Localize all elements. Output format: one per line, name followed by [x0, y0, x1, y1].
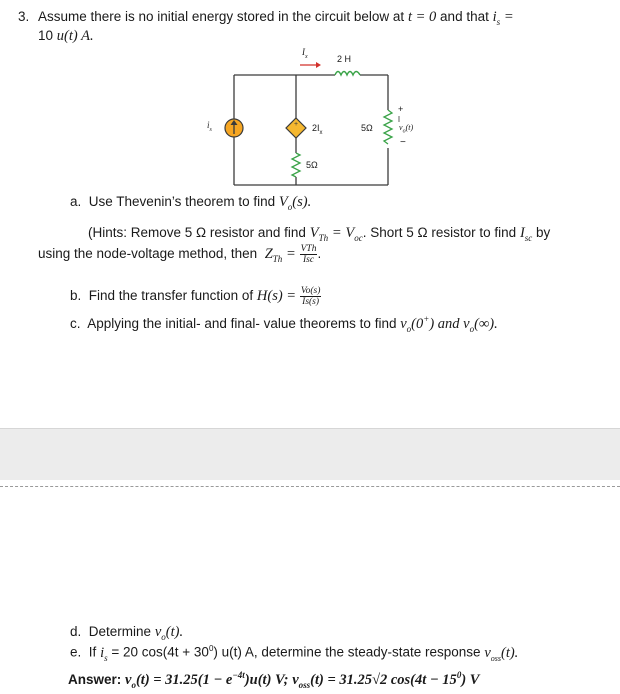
intro-text: Assume there is no initial energy stored in the circuit below at [38, 9, 405, 24]
part-b-math: H(s) = [256, 288, 297, 305]
answer-line [68, 670, 479, 690]
dependent-source-2ix [286, 118, 306, 138]
ix-arrow [300, 62, 321, 68]
dashed-separator [0, 486, 620, 487]
label-vo-minus: − [400, 137, 406, 148]
intro-unit-step: u(t) A. [56, 28, 94, 44]
part-c [70, 314, 498, 334]
part-a-label: a. [70, 194, 82, 209]
part-b [70, 286, 321, 307]
part-d-text: Determine [88, 624, 152, 639]
inductor-2h [335, 72, 360, 76]
hint-fraction: $\frac{\text{VTh}}{\text{Isc}}$ [300, 244, 317, 265]
part-a [70, 194, 311, 212]
label-r-bottom: 5Ω [306, 160, 318, 170]
hint-line2: using the node-voltage method, then $Z_{Th}$ = $\frac{\text{VTh}}{\text{Isc}}$ . [38, 244, 322, 265]
part-d-label: d. [70, 624, 82, 639]
intro-and: and that [440, 9, 489, 24]
part-b-text: Find the transfer function of [88, 288, 254, 304]
part-d [70, 624, 183, 642]
answer-expr2: $v_{oss}(t) = 31.25√2$ $\cos(4t - 15^0)$ V [292, 670, 480, 690]
intro-t-eq: t = 0 [407, 9, 437, 25]
part-b-fraction: $\frac{Vo(s)}{Is(s)}$ [300, 286, 321, 307]
part-c-math: $v_o(0^+)$ and $v_o(\infty)$. [400, 314, 498, 334]
part-c-label: c. [70, 315, 81, 331]
circuit-diagram [0, 0, 620, 200]
answer-expr1: $v_o(t) = 31.25(1 - e^{-4t})u(t)$ V; [125, 670, 289, 690]
resistor-bottom [292, 153, 300, 177]
part-a-math: $V_o(s)$. [278, 194, 312, 212]
label-vo: $v_o(t)$ [399, 123, 414, 135]
part-c-text: Applying the initial- and final- value theorems to find [87, 315, 397, 331]
current-source-is [225, 119, 243, 137]
answer-space-band [0, 428, 620, 480]
band-top-rule [0, 428, 620, 429]
svg-text:+: + [293, 121, 299, 128]
hint-line1: (Hints: Remove 5 Ω resistor and find $V_{Th} = V_{oc}$. Short 5 Ω resistor to find $I_{sc}$ by [88, 225, 551, 243]
part-a-text: Use Thevenin’s theorem to find [88, 194, 276, 209]
label-dep-source: $2I_x$ [312, 123, 323, 136]
problem-number: 3. [18, 9, 30, 24]
part-d-math: $v_o(t)$. [154, 624, 184, 642]
intro-value: 10 [38, 28, 54, 43]
intro-is: $i_s$ [492, 9, 501, 27]
part-b-label: b. [70, 288, 82, 304]
intro-eq: = [503, 9, 514, 25]
part-e-label: e. [70, 644, 82, 660]
answer-label: Answer: [68, 671, 122, 687]
label-inductor: 2 H [337, 54, 352, 64]
label-ix: $I_x$ [302, 47, 308, 60]
resistor-right [384, 110, 392, 144]
label-is: $i_s$ [207, 120, 212, 133]
label-r-right: 5Ω [361, 123, 373, 133]
part-e: e. If $i_s = 20$ $\cos(4t + 30^0)$ u(t) A, determine the steady-state response $v_{oss}(t)$. [70, 644, 519, 663]
label-vo-plus: + [398, 104, 404, 114]
